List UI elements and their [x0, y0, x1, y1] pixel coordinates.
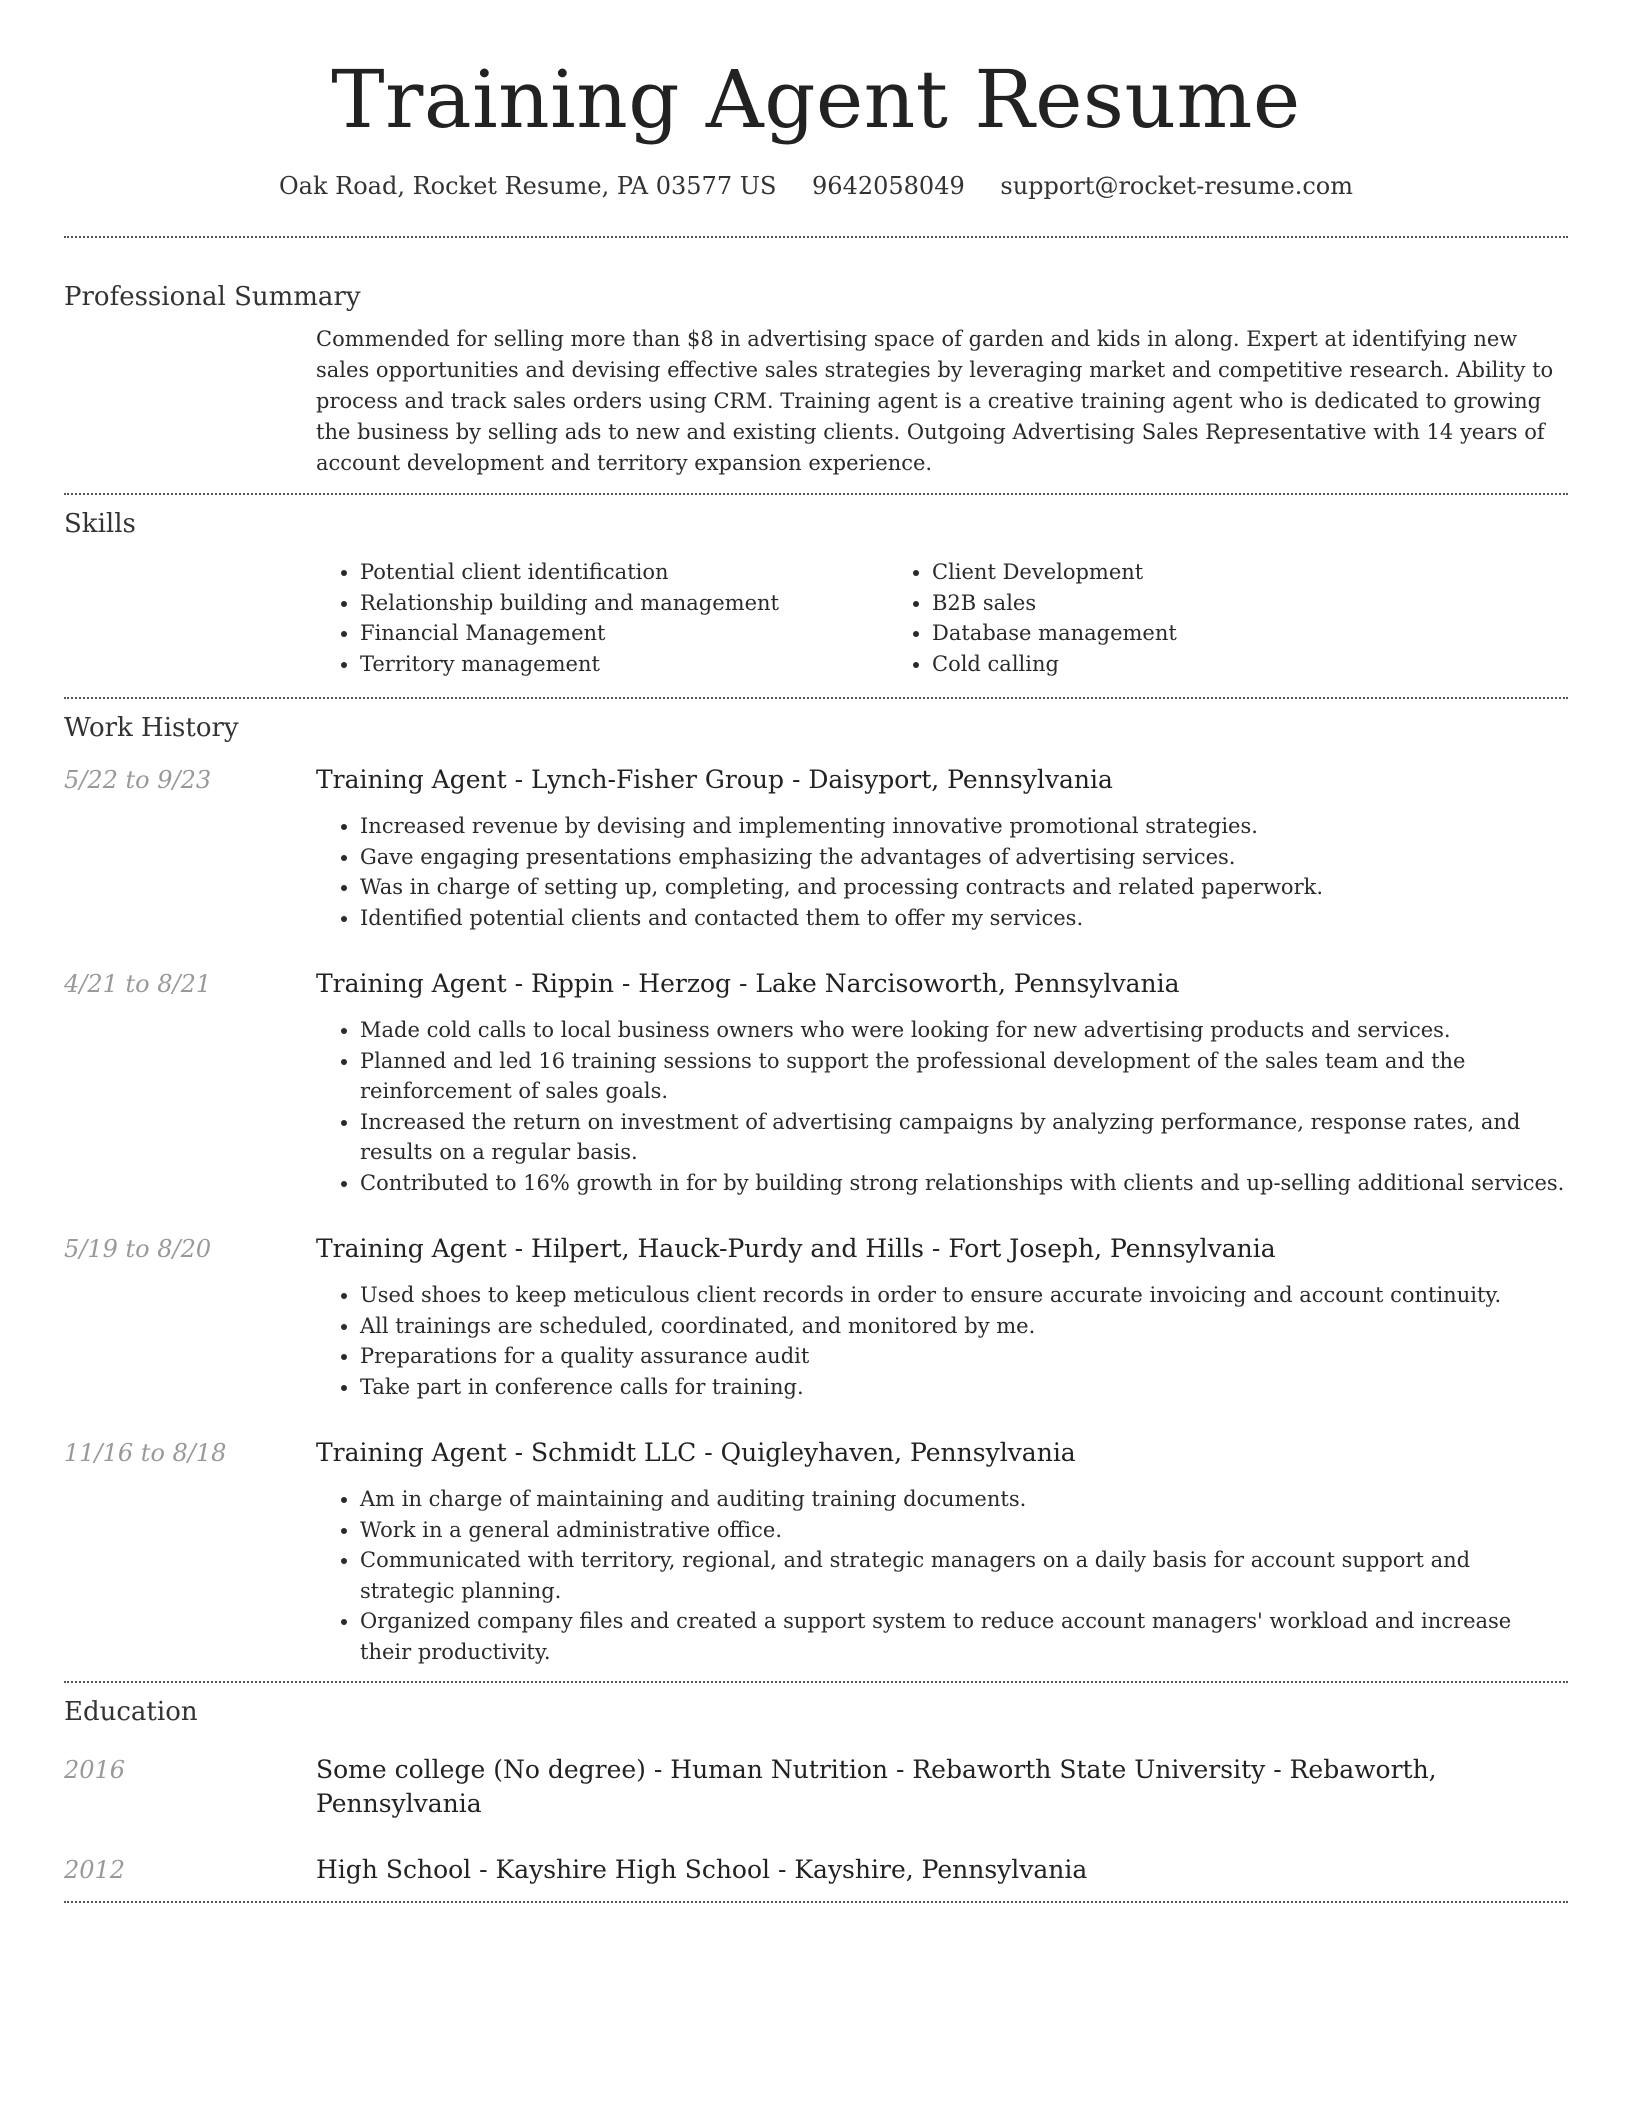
job-bullets	[316, 1280, 1568, 1402]
job-title: Training Agent - Hilpert, Hauck-Purdy and Hills - Fort Joseph, Pennsylvania	[316, 1234, 1276, 1263]
skill-item: • Potential client identification	[360, 557, 888, 588]
job-bullet: • Organized company files and created a support system to reduce account managers' workload and increase their productivity.	[360, 1606, 1568, 1667]
job-dates: 4/21 to 8/21	[64, 970, 212, 998]
education-year: 2016	[64, 1756, 126, 1784]
job-bullet: • Work in a general administrative office.	[360, 1515, 1568, 1546]
job-dates: 5/19 to 8/20	[64, 1235, 212, 1263]
job-bullet: • Increased revenue by devising and implementing innovative promotional strategies.	[360, 811, 1568, 842]
job-entry	[64, 1232, 1568, 1402]
education-year: 2012	[64, 1856, 126, 1884]
summary-body	[316, 314, 1568, 479]
summary-row	[64, 314, 1568, 479]
contact-line	[64, 170, 1568, 202]
skills-grid	[316, 557, 1568, 679]
job-title: Training Agent - Schmidt LLC - Quigleyhaven, Pennsylvania	[316, 1438, 1076, 1467]
skills-list-right	[888, 557, 1460, 679]
job-body	[316, 967, 1568, 1198]
job-body	[316, 1232, 1568, 1402]
job-body	[316, 1436, 1568, 1667]
section-title-work-history: Work History	[64, 713, 239, 743]
contact-address: Oak Road, Rocket Resume, PA 03577 US	[278, 172, 777, 200]
skill-item: • Database management	[932, 618, 1460, 649]
job-bullet: • Communicated with territory, regional, and strategic managers on a daily basis for account support and strategic planning.	[360, 1545, 1568, 1606]
job-bullet: • Am in charge of maintaining and auditing training documents.	[360, 1484, 1568, 1515]
skill-item: • Financial Management	[360, 618, 888, 649]
job-bullet: • Made cold calls to local business owners who were looking for new advertising products and services.	[360, 1015, 1568, 1046]
job-entry	[64, 763, 1568, 933]
contact-phone: 9642058049	[812, 172, 965, 200]
job-dates: 11/16 to 8/18	[64, 1439, 227, 1467]
job-dates: 5/22 to 9/23	[64, 766, 212, 794]
contact-email: support@rocket-resume.com	[1000, 172, 1353, 200]
job-bullet: • Preparations for a quality assurance audit	[360, 1341, 1568, 1372]
job-title: Training Agent - Rippin - Herzog - Lake Narcisoworth, Pennsylvania	[316, 969, 1180, 998]
job-row	[64, 1232, 1568, 1402]
job-bullet: • Increased the return on investment of advertising campaigns by analyzing performance, response rates, and results on a regular basis.	[360, 1107, 1568, 1168]
job-row	[64, 967, 1568, 1198]
skill-item: • B2B sales	[932, 588, 1460, 619]
skill-item: • Cold calling	[932, 649, 1460, 680]
job-row	[64, 763, 1568, 933]
job-entry	[64, 967, 1568, 1198]
resume-header	[64, 0, 1568, 202]
section-title-summary: Professional Summary	[64, 282, 361, 312]
skills-body	[316, 541, 1568, 679]
education-section	[64, 1683, 1568, 1901]
section-title-skills: Skills	[64, 509, 136, 539]
education-entry	[64, 1853, 1568, 1887]
skills-row	[64, 541, 1568, 679]
job-bullet: • All trainings are scheduled, coordinated, and monitored by me.	[360, 1311, 1568, 1342]
skills-list-left	[316, 557, 888, 679]
summary-section	[64, 238, 1568, 493]
job-entry	[64, 1436, 1568, 1667]
job-bullets	[316, 811, 1568, 933]
job-bullet: • Planned and led 16 training sessions to support the professional development of the sales team and the reinforcement of sales goals.	[360, 1046, 1568, 1107]
education-description: High School - Kayshire High School - Kayshire, Pennsylvania	[316, 1855, 1088, 1884]
job-bullet: • Gave engaging presentations emphasizing the advantages of advertising services.	[360, 842, 1568, 873]
job-bullet: • Contributed to 16% growth in for by building strong relationships with clients and up-selling additional services.	[360, 1168, 1568, 1199]
skills-section	[64, 495, 1568, 697]
job-row	[64, 1436, 1568, 1667]
job-bullet: • Used shoes to keep meticulous client records in order to ensure accurate invoicing and account continuity.	[360, 1280, 1568, 1311]
job-bullet: • Was in charge of setting up, completing, and processing contracts and related paperwork.	[360, 872, 1568, 903]
work-history-section	[64, 699, 1568, 1681]
summary-text: Commended for selling more than $8 in advertising space of garden and kids in along. Expert at identifying new sales opportunities and devising effective sales strategies by leveraging market and competitive research. Ability to process and track sales orders using CRM. Training agent is a creative training agent who is dedicated to growing the business by selling ads to new and existing clients. Outgoing Advertising Sales Representative with 14 years of account development and territory expansion experience.	[316, 327, 1554, 475]
resume-title: Training Agent Resume	[331, 53, 1301, 146]
education-description: Some college (No degree) - Human Nutrition - Rebaworth State University - Rebaworth, Pennsylvania	[316, 1755, 1437, 1818]
skill-item: • Territory management	[360, 649, 888, 680]
education-entry	[64, 1753, 1568, 1821]
job-bullet: • Take part in conference calls for training.	[360, 1372, 1568, 1403]
section-title-education: Education	[64, 1697, 198, 1727]
section-divider	[64, 1901, 1568, 1903]
job-title: Training Agent - Lynch-Fisher Group - Daisyport, Pennsylvania	[316, 765, 1113, 794]
job-body	[316, 763, 1568, 933]
skill-item: • Client Development	[932, 557, 1460, 588]
job-bullets	[316, 1484, 1568, 1667]
job-bullet: • Identified potential clients and contacted them to offer my services.	[360, 903, 1568, 934]
skill-item: • Relationship building and management	[360, 588, 888, 619]
job-bullets	[316, 1015, 1568, 1198]
